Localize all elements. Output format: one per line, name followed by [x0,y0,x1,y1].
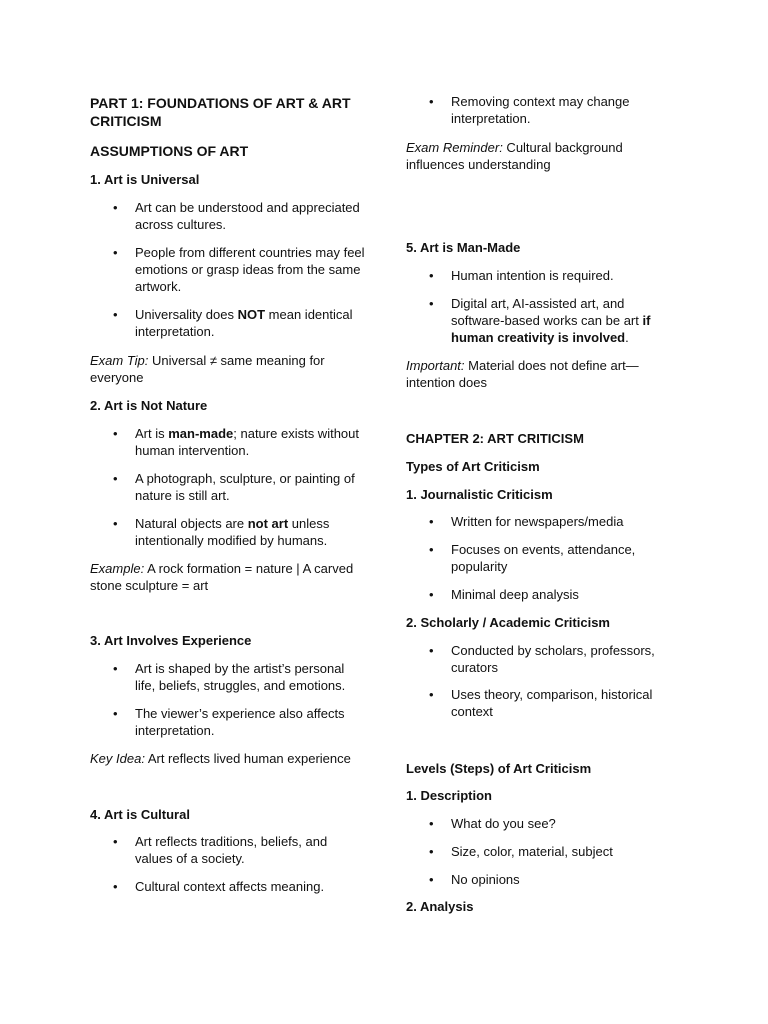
heading-art-cultural: 4. Art is Cultural [90,807,190,822]
list-item: • Uses theory, comparison, historical context [451,686,680,720]
list-item: • Size, color, material, subject [451,843,680,860]
list-item: • The viewer’s experience also affects interpretation. [135,705,366,739]
list-item: • Art reflects traditions, beliefs, and values of a society. [135,833,366,867]
list-item: • People from different countries may feel emotions or grasp ideas from the same artwork. [135,244,366,295]
heading-description: 1. Description [406,788,492,803]
heading-art-experience: 3. Art Involves Experience [90,633,252,648]
heading-art-universal: 1. Art is Universal [90,172,200,187]
list-item: • No opinions [451,871,680,888]
important-note: Important: Material does not define art—intention does [406,358,639,390]
key-idea-note: Key Idea: Art reflects lived human experience [90,751,351,766]
section-heading: ASSUMPTIONS OF ART [90,143,249,159]
levels-heading: Levels (Steps) of Art Criticism [406,761,592,776]
list-item: • Art is shaped by the artist’s personal life, beliefs, struggles, and emotions. [135,660,366,694]
list-item: • Conducted by scholars, professors, curators [451,642,680,676]
list-item: • Art can be understood and appreciated across cultures. [135,199,366,233]
heading-art-man-made: 5. Art is Man-Made [406,240,521,255]
chapter-title: CHAPTER 2: ART CRITICISM [406,431,584,446]
list-item: • Removing context may change interpretation. [451,93,680,127]
list-item: • Art is man-made; nature exists without human intervention. [135,425,366,459]
list-item: • Universality does NOT mean identical interpretation. [135,306,366,340]
types-heading: Types of Art Criticism [406,459,540,474]
heading-art-not-nature: 2. Art is Not Nature [90,398,208,413]
list-item: • Focuses on events, attendance, popularity [451,541,680,575]
heading-journalistic: 1. Journalistic Criticism [406,487,553,502]
heading-analysis: 2. Analysis [406,899,474,914]
list-item: • Digital art, AI-assisted art, and software-based works can be art if human creativity is involved. [451,295,680,346]
list-item: • Natural objects are not art unless intentionally modified by humans. [135,515,366,549]
list-item: • Written for newspapers/media [451,513,680,530]
list-item: • Human intention is required. [451,267,680,284]
list-item: • A photograph, sculpture, or painting of nature is still art. [135,470,366,504]
example-note: Example: A rock formation = nature | A carved stone sculpture = art [90,561,354,593]
list-item: • Minimal deep analysis [451,586,680,603]
list-item: • Cultural context affects meaning. [135,878,366,895]
exam-tip-note: Exam Tip: Universal ≠ same meaning for everyone [90,353,325,385]
exam-reminder-note: Exam Reminder: Cultural background influences understanding [406,140,623,172]
part-title: PART 1: FOUNDATIONS OF ART & ART CRITICISM [90,95,351,129]
heading-scholarly: 2. Scholarly / Academic Criticism [406,615,610,630]
list-item: • What do you see? [451,815,680,832]
